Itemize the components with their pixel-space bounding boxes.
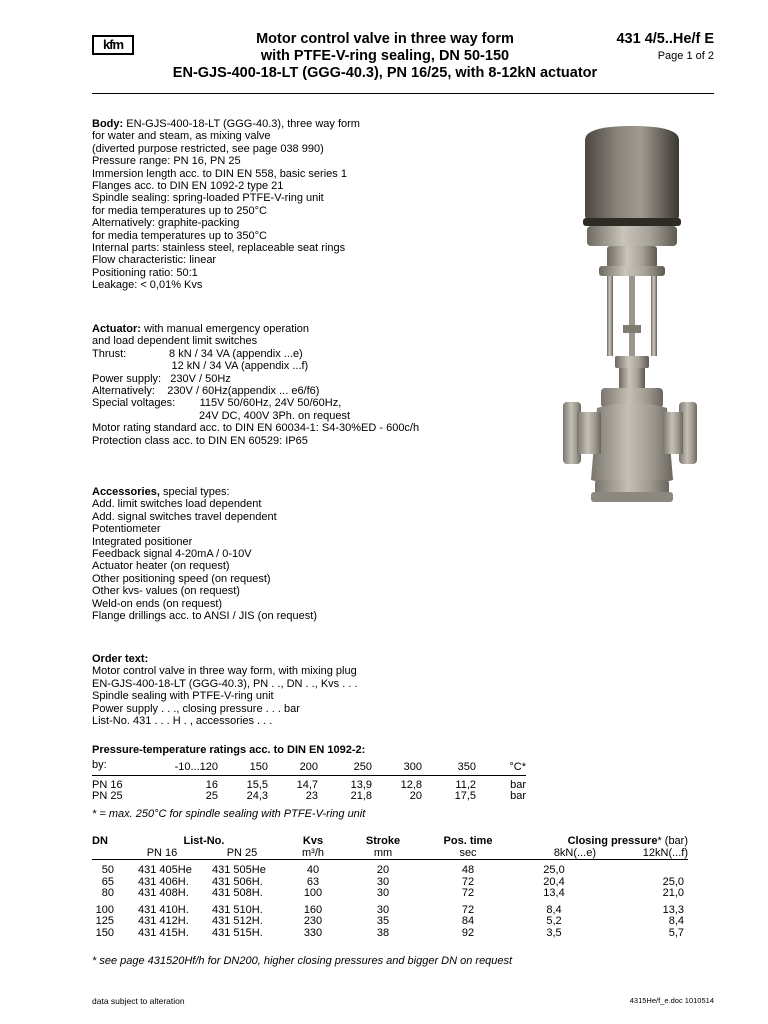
body-section [92,118,360,292]
body-line: for water and steam, as mixing valve [92,130,271,143]
spec-cell: 30 [376,887,390,899]
body-line: Immersion length acc. to DIN EN 558, basic series 1 [92,167,347,180]
spec-cell: 72 [461,887,475,899]
spec-cell: 72 [461,903,475,916]
pt-header-row [92,760,526,775]
spec-row [92,888,688,900]
spec-cell: 8,4 [546,903,562,916]
spec-row [92,928,688,940]
spec-row [92,900,688,917]
order-line: List-No. 431 . . . H . , accessories . . . [92,715,273,728]
pt-cell: 20 [409,790,422,802]
body-heading: Body: [92,118,124,130]
pt-cell: PN 16 [92,778,123,791]
pt-header-cell: 300 [403,760,422,773]
accessory-item: Actuator heater (on request) [92,560,230,573]
pt-cell: 11,2 [455,778,476,791]
spec-cell-dn: 150 [95,926,114,939]
body-line: Alternatively: graphite-packing [92,217,240,230]
accessory-item: Potentiometer [92,523,161,536]
document-code: 431 4/5..He/f E [616,31,714,47]
body-line: Positioning ratio: 50:1 [92,266,198,279]
spec-cell: 20 [376,864,390,876]
spec-cell: 431 410H. [138,903,189,916]
title-line-3: EN-GJS-400-18-LT (GGG-40.3), PN 16/25, with 8-12kN actuator [172,65,598,81]
actuator-line: Special voltages: 115V 50/60Hz, 24V 50/60Hz, [92,397,342,410]
spec-table [92,836,688,939]
body-line: Flanges acc. to DIN EN 1092-2 type 21 [92,180,284,193]
body-line: Leakage: < 0,01% Kvs [92,279,203,292]
spec-header-postime-unit: sec [459,846,477,859]
spec-cell: 30 [376,903,390,916]
spec-cell: 431 408H. [138,887,189,899]
spec-header-closing-unit: * (bar) [657,835,688,847]
accessory-item: Other kvs- values (on request) [92,585,240,598]
pt-cell: bar [510,790,526,802]
title-line-1: Motor control valve in three way form [256,31,514,47]
pt-header-cell: 200 [299,760,318,773]
spec-header-kvs-unit: m³/h [302,846,324,859]
spec-header-closing: Closing pressure [567,835,658,847]
spec-header-stroke: Stroke [365,835,401,847]
pt-cell: 13,9 [350,778,372,791]
actuator-line: Protection class acc. to DIN EN 60529: IP65 [92,434,308,447]
title-line-2: with PTFE-V-ring sealing, DN 50-150 [260,48,510,64]
body-line: for media temperatures up to 350°C [92,229,267,242]
body-line: Spindle sealing: spring-loaded PTFE-V-ring unit [92,192,324,205]
accessory-item: Add. limit switches load dependent [92,498,262,511]
order-section [92,653,358,727]
spec-cell: 431 515H. [212,926,263,939]
pt-header-cell: 150 [249,760,268,773]
order-line: EN-GJS-400-18-LT (GGG-40.3), PN . ., DN . ., Kvs . . . [92,677,358,690]
accessory-item: Feedback signal 4-20mA / 0-10V [92,548,252,561]
spec-header-12kn: 12kN(...f) [642,846,688,859]
actuator-section [92,323,419,447]
accessories-intro: special types: [159,486,230,498]
page-number: Page 1 of 2 [657,50,714,62]
spec-header-postime: Pos. time [443,835,493,847]
spec-cell-dn: 100 [95,903,114,916]
spec-header-row-2 [92,848,688,860]
spec-cell: 13,3 [662,903,684,916]
pt-header-cell: 250 [353,760,372,773]
spec-cell: 38 [376,926,390,939]
spec-cell: 431 405He [138,864,192,876]
spec-cell: 5,2 [546,915,562,927]
footer-disclaimer: data subject to alteration [92,996,185,1006]
spec-cell: 21,0 [662,887,684,899]
pt-ratings-note: * = max. 250°C for spindle sealing with PTFE-V-ring unit [92,808,366,820]
pt-header-cell: °C* [509,760,526,773]
footer-file-ref: 4315He/f_e.doc 1010514 [629,996,714,1005]
pt-header-cell: -10...120 [174,760,218,773]
spec-header-row-1 [92,836,688,848]
document-title [150,31,620,82]
spec-cell: 330 [303,926,323,939]
pt-cell: 15,5 [246,778,268,791]
pt-cell: 17,5 [454,790,476,802]
pt-cell: 21,8 [350,790,372,802]
pt-cell: bar [510,778,526,791]
actuator-line: and load dependent limit switches [92,335,258,348]
spec-cell: 48 [461,864,475,876]
spec-cell: 230 [303,915,323,927]
spec-cell: 40 [306,864,320,876]
order-line: Motor control valve in three way form, with mixing plug [92,665,357,678]
actuator-line: Motor rating standard acc. to DIN EN 60034-1: S4-30%ED - 600c/h [92,422,420,435]
pt-cell: 14,7 [296,778,318,791]
spec-cell: 63 [306,875,320,888]
pt-header-cell: 350 [457,760,476,773]
body-line: Flow characteristic: linear [92,254,217,267]
actuator-intro: with manual emergency operation [140,323,310,335]
spec-table-note: * see page 431520Hf/h for DN200, higher closing pressures and bigger DN on request [92,955,513,967]
spec-cell [596,860,688,877]
spec-cell: 431 508H. [212,887,263,899]
accessory-item: Flange drillings acc. to ANSI / JIS (on request) [92,610,317,623]
spec-header-pn25: PN 25 [226,846,258,859]
order-line: Power supply . . ., closing pressure . . . bar [92,702,300,715]
accessory-item: Weld-on ends (on request) [92,597,223,610]
spec-header-pn16: PN 16 [146,846,178,859]
spec-cell-dn: 50 [101,864,114,876]
spec-header-listno: List-No. [183,835,225,847]
valve-illustration [555,120,710,515]
header-rule [92,93,714,94]
spec-cell-dn: 65 [101,875,114,888]
spec-cell-dn: 125 [95,915,114,927]
spec-cell: 431 505He [212,864,266,876]
pt-cell: PN 25 [92,790,123,802]
spec-cell: 13,4 [543,887,565,899]
spec-cell: 100 [303,887,323,899]
body-line: for media temperatures up to 250°C [92,204,267,217]
spec-cell: 20,4 [543,875,565,888]
actuator-heading: Actuator: [92,323,141,335]
accessory-item: Add. signal switches travel dependent [92,510,277,523]
actuator-line: 24V DC, 400V 3Ph. on request [92,409,351,422]
spec-cell-dn: 80 [101,887,114,899]
spec-header-8kn: 8kN(...e) [553,846,596,859]
spec-cell: 8,4 [668,915,684,927]
spec-cell: 431 506H. [212,875,263,888]
order-line: Spindle sealing with PTFE-V-ring unit [92,690,274,703]
spec-cell: 5,7 [668,926,684,939]
pt-cell: 12,8 [400,778,422,791]
accessories-heading: Accessories, [92,486,160,498]
body-line: (diverted purpose restricted, see page 038 990) [92,142,324,155]
body-line: Pressure range: PN 16, PN 25 [92,155,241,168]
spec-cell: 431 412H. [138,915,189,927]
accessories-section [92,486,317,622]
accessory-item: Integrated positioner [92,535,193,548]
spec-cell: 30 [376,875,390,888]
pt-ratings-table [92,760,526,803]
spec-cell: 84 [461,915,475,927]
spec-cell: 92 [461,926,475,939]
actuator-line: Alternatively: 230V / 60Hz(appendix ... e6/f6) [92,385,320,398]
actuator-line: Thrust: 8 kN / 34 VA (appendix ...e) [92,347,303,360]
spec-cell: 72 [461,875,475,888]
body-intro: EN-GJS-400-18-LT (GGG-40.3), three way form [123,118,360,130]
spec-cell: 431 415H. [138,926,189,939]
spec-header-stroke-unit: mm [373,846,393,859]
pt-cell: 16 [205,778,218,791]
spec-header-dn: DN [92,835,108,847]
body-line: Internal parts: stainless steel, replaceable seat rings [92,242,346,255]
actuator-line: Power supply: 230V / 50Hz [92,372,231,385]
pt-cell: 23 [305,790,318,802]
spec-header-kvs: Kvs [302,835,324,847]
accessory-item: Other positioning speed (on request) [92,572,271,585]
spec-cell: 25,0 [543,864,565,876]
spec-cell: 431 406H. [138,875,189,888]
pt-ratings-heading: Pressure-temperature ratings acc. to DIN EN 1092-2: [92,744,366,756]
pt-row [92,791,526,803]
order-heading: Order text: [92,653,149,665]
spec-cell: 3,5 [546,926,562,939]
actuator-line: 12 kN / 34 VA (appendix ...f) [92,360,309,373]
spec-cell: 431 512H. [212,915,263,927]
spec-cell: 35 [376,915,390,927]
company-logo: kfm [92,35,134,55]
spec-row [92,860,688,877]
pt-header-cell: by: [92,759,107,771]
pt-cell: 24,3 [246,790,268,802]
pt-row [92,775,526,791]
spec-row [92,916,688,928]
spec-cell: 431 510H. [212,903,263,916]
pt-cell: 25 [205,790,218,802]
spec-cell: 160 [303,903,323,916]
spec-cell: 25,0 [662,875,684,888]
